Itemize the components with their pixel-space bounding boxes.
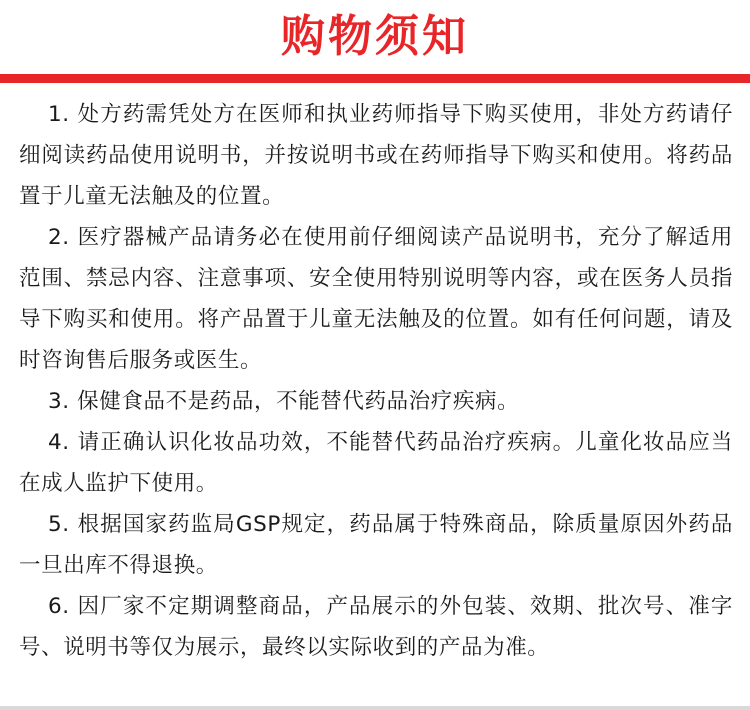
notice-item-2: 2. 医疗器械产品请务必在使用前仔细阅读产品说明书，充分了解适用范围、禁忌内容、注意事项、安全使用特别说明等内容，或在医务人员指导下购买和使用。将产品置于儿童无法触及的位置。如有任何问题，请及时咨询售后服务或医生。 (19, 225, 733, 373)
notice-item-5: 5. 根据国家药监局GSP规定，药品属于特殊商品，除质量原因外药品一旦出库不得退换。 (19, 512, 733, 578)
notice-item-4: 4. 请正确认识化妆品功效，不能替代药品治疗疾病。儿童化妆品应当在成人监护下使用。 (19, 430, 733, 496)
notice-list (19, 94, 733, 668)
bottom-divider (0, 706, 750, 710)
notice-item-6: 6. 因厂家不定期调整商品，产品展示的外包装、效期、批次号、准字号、说明书等仅为展示，最终以实际收到的产品为准。 (19, 594, 733, 660)
notice-item-1: 1. 处方药需凭处方在医师和执业药师指导下购买使用，非处方药请仔细阅读药品使用说明书，并按说明书或在药师指导下购买和使用。将药品置于儿童无法触及的位置。 (19, 102, 733, 209)
header (0, 0, 750, 74)
title-divider (0, 74, 750, 83)
page-title: 购物须知 (281, 11, 469, 62)
notice-item-3: 3. 保健食品不是药品，不能替代药品治疗疾病。 (48, 389, 520, 414)
